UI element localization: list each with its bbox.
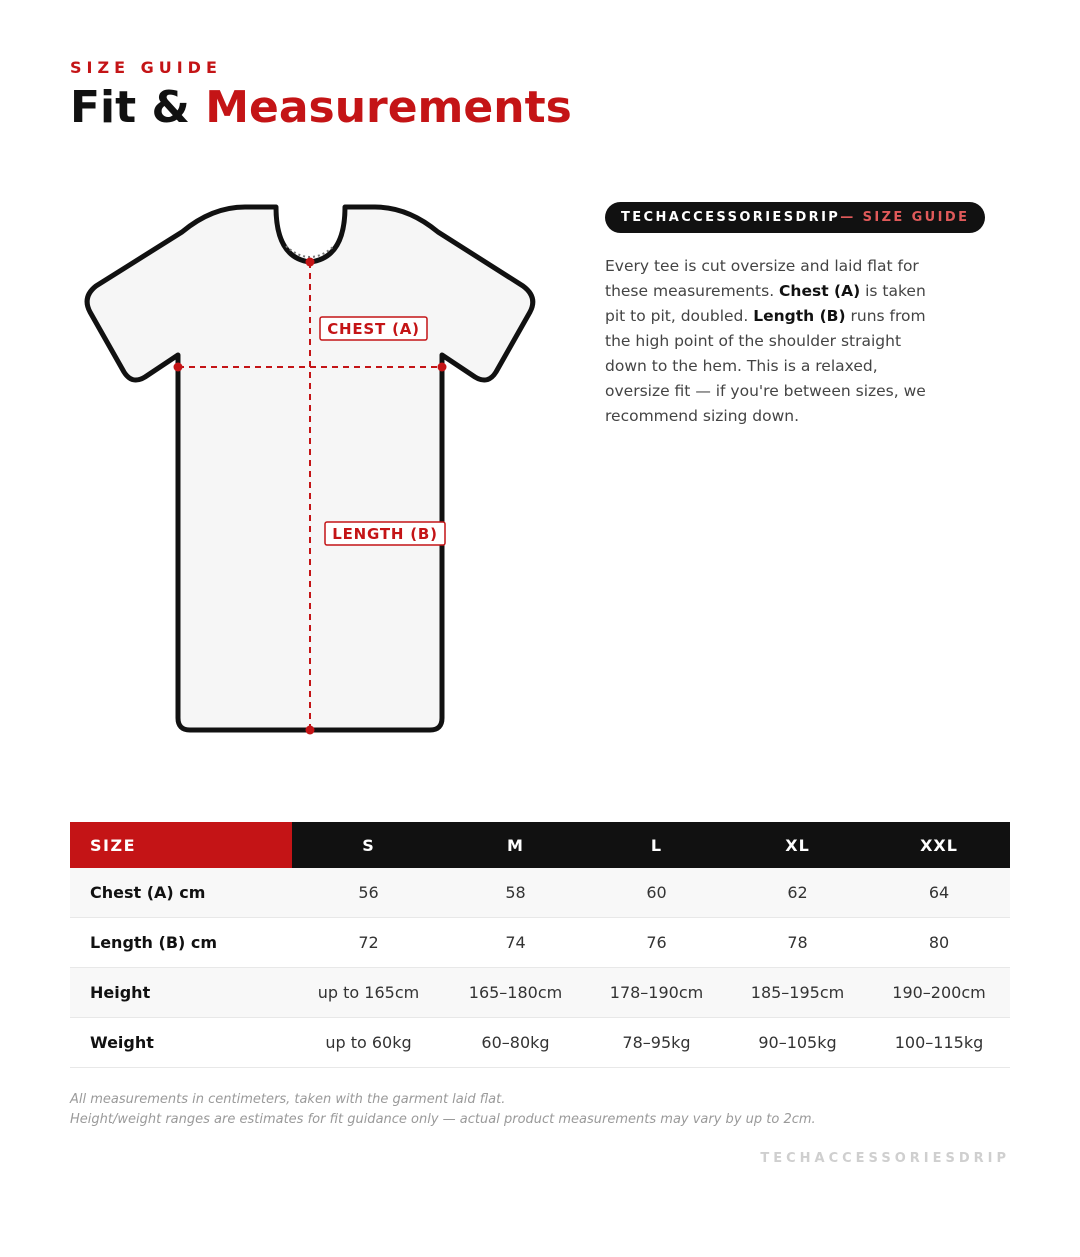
table-cell: up to 165cm: [292, 968, 445, 1018]
table-row: [70, 968, 1010, 1018]
page-title: [70, 80, 572, 136]
table-cell: 74: [445, 918, 586, 968]
chest-right-point: [438, 363, 447, 372]
size-table: [70, 822, 1010, 1068]
chest-left-point: [174, 363, 183, 372]
header-m: M: [445, 822, 586, 868]
table-cell: 64: [868, 868, 1010, 918]
header-s: S: [292, 822, 445, 868]
table-row: [70, 918, 1010, 968]
footnote-line: All measurements in centimeters, taken with the garment laid flat.: [70, 1092, 506, 1107]
title-text: Fit &: [70, 82, 206, 133]
length-bottom-point: [306, 726, 315, 735]
header-size: SIZE: [70, 822, 292, 868]
table-cell: 78–95kg: [586, 1018, 727, 1068]
desc-text-2: is taken pit to pit, doubled.: [605, 282, 926, 325]
brand-pill-name: TECHACCESSORIESDRIP: [621, 210, 841, 225]
table-cell: 60–80kg: [445, 1018, 586, 1068]
row-label: Chest (A) cm: [70, 868, 292, 918]
footnotes: [70, 1090, 816, 1130]
fit-description: [605, 254, 930, 429]
table-cell: 58: [445, 868, 586, 918]
table-cell: 80: [868, 918, 1010, 968]
title-accent-text: Measurements: [205, 82, 572, 133]
table-cell: 72: [292, 918, 445, 968]
length-label-text: LENGTH (B): [332, 525, 438, 543]
table-cell: 165–180cm: [445, 968, 586, 1018]
length-top-point: [306, 258, 315, 267]
row-label: Height: [70, 968, 292, 1018]
length-label: [325, 522, 445, 545]
table-cell: 56: [292, 868, 445, 918]
table-cell: 90–105kg: [727, 1018, 868, 1068]
tshirt-diagram: [80, 195, 550, 745]
desc-text-3: runs from the high point of the shoulder straight down to the hem. This is a relaxed, oversize fit — if you're between sizes, we recommend sizing down.: [605, 307, 926, 425]
table-cell: 76: [586, 918, 727, 968]
table-cell: 190–200cm: [868, 968, 1010, 1018]
footer-brand: TECHACCESSORIESDRIP: [760, 1151, 1010, 1166]
header-xl: XL: [727, 822, 868, 868]
table-cell: 100–115kg: [868, 1018, 1010, 1068]
table-cell: 178–190cm: [586, 968, 727, 1018]
table-row: [70, 1018, 1010, 1068]
table-row: [70, 868, 1010, 918]
desc-bold-chest: Chest (A): [779, 282, 861, 300]
header-l: L: [586, 822, 727, 868]
table-cell: up to 60kg: [292, 1018, 445, 1068]
desc-text-1: Every tee is cut oversize and laid flat for these measurements.: [605, 257, 919, 300]
row-label: Weight: [70, 1018, 292, 1068]
table-cell: 78: [727, 918, 868, 968]
eyebrow-label: SIZE GUIDE: [70, 58, 222, 77]
table-cell: 60: [586, 868, 727, 918]
footnote-line: Height/weight ranges are estimates for fit guidance only — actual product measurements may vary by up to 2cm.: [70, 1112, 816, 1127]
row-label: Length (B) cm: [70, 918, 292, 968]
brand-pill: [605, 202, 985, 233]
table-cell: 62: [727, 868, 868, 918]
header-xxl: XXL: [868, 822, 1010, 868]
brand-pill-suffix: — SIZE GUIDE: [840, 210, 970, 225]
size-table-header: [70, 822, 1010, 868]
chest-label: [320, 317, 427, 340]
table-cell: 185–195cm: [727, 968, 868, 1018]
chest-label-text: CHEST (A): [327, 320, 420, 338]
desc-bold-length: Length (B): [753, 307, 846, 325]
